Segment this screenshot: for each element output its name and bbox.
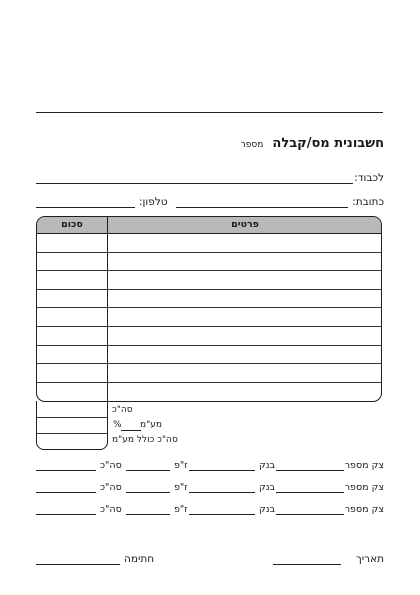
invoice-number-label: מספר bbox=[240, 140, 264, 150]
vat-label: מע"מ bbox=[140, 420, 162, 430]
payment-sum-field[interactable] bbox=[36, 514, 96, 515]
totals-row-line bbox=[37, 433, 107, 434]
totals-box bbox=[36, 401, 108, 450]
details-header: פרטים bbox=[231, 219, 259, 230]
table-header bbox=[37, 217, 381, 234]
due-date-field[interactable] bbox=[126, 492, 170, 493]
due-date-field[interactable] bbox=[126, 514, 170, 515]
phone-label: טלפון: bbox=[139, 196, 168, 208]
payment-sum-label: סה"כ bbox=[100, 460, 122, 471]
check-number-field[interactable] bbox=[276, 514, 344, 515]
header-rule bbox=[36, 112, 383, 113]
due-date-label: ז"פ bbox=[174, 460, 188, 471]
bank-label: בנק bbox=[259, 460, 276, 471]
subtotal-label: סה"כ bbox=[112, 405, 133, 415]
check-number-field[interactable] bbox=[276, 470, 344, 471]
total-incl-vat-label: סה"כ כולל מע"מ bbox=[112, 435, 178, 445]
check-number-label: צק מספר bbox=[344, 504, 384, 515]
bank-field[interactable] bbox=[189, 492, 255, 493]
to-label: לכבוד: bbox=[354, 172, 384, 184]
to-field[interactable] bbox=[36, 183, 353, 184]
table-row-line bbox=[37, 270, 381, 271]
due-date-label: ז"פ bbox=[174, 504, 188, 515]
phone-field[interactable] bbox=[36, 207, 135, 208]
address-label: כתובת: bbox=[352, 196, 384, 208]
column-divider bbox=[107, 217, 108, 401]
payment-sum-field[interactable] bbox=[36, 470, 96, 471]
table-row-line bbox=[37, 289, 381, 290]
due-date-field[interactable] bbox=[126, 470, 170, 471]
date-label: תאריך bbox=[356, 553, 384, 565]
table-row-line bbox=[37, 252, 381, 253]
invoice-title: חשבונית מס/קבלה bbox=[272, 136, 384, 151]
signature-field[interactable] bbox=[36, 564, 120, 565]
check-number-label: צק מספר bbox=[344, 460, 384, 471]
amount-header: סכום bbox=[61, 219, 83, 230]
payment-sum-field[interactable] bbox=[36, 492, 96, 493]
vat-percent-field[interactable] bbox=[121, 430, 141, 431]
signature-label: חתימה bbox=[124, 553, 155, 565]
totals-row-line bbox=[37, 417, 107, 418]
date-field[interactable] bbox=[273, 564, 341, 565]
vat-percent-sign: % bbox=[113, 420, 122, 430]
check-number-field[interactable] bbox=[276, 492, 344, 493]
table-row-line bbox=[37, 326, 381, 327]
table-row-line bbox=[37, 382, 381, 383]
table-row-line bbox=[37, 363, 381, 364]
address-field[interactable] bbox=[176, 207, 348, 208]
table-row-line bbox=[37, 307, 381, 308]
bank-field[interactable] bbox=[189, 470, 255, 471]
payment-sum-label: סה"כ bbox=[100, 504, 122, 515]
check-number-label: צק מספר bbox=[344, 482, 384, 493]
bank-field[interactable] bbox=[189, 514, 255, 515]
bank-label: בנק bbox=[259, 482, 276, 493]
due-date-label: ז"פ bbox=[174, 482, 188, 493]
payment-sum-label: סה"כ bbox=[100, 482, 122, 493]
table-row-line bbox=[37, 345, 381, 346]
document-title bbox=[241, 132, 384, 151]
bank-label: בנק bbox=[259, 504, 276, 515]
items-table bbox=[36, 216, 382, 402]
